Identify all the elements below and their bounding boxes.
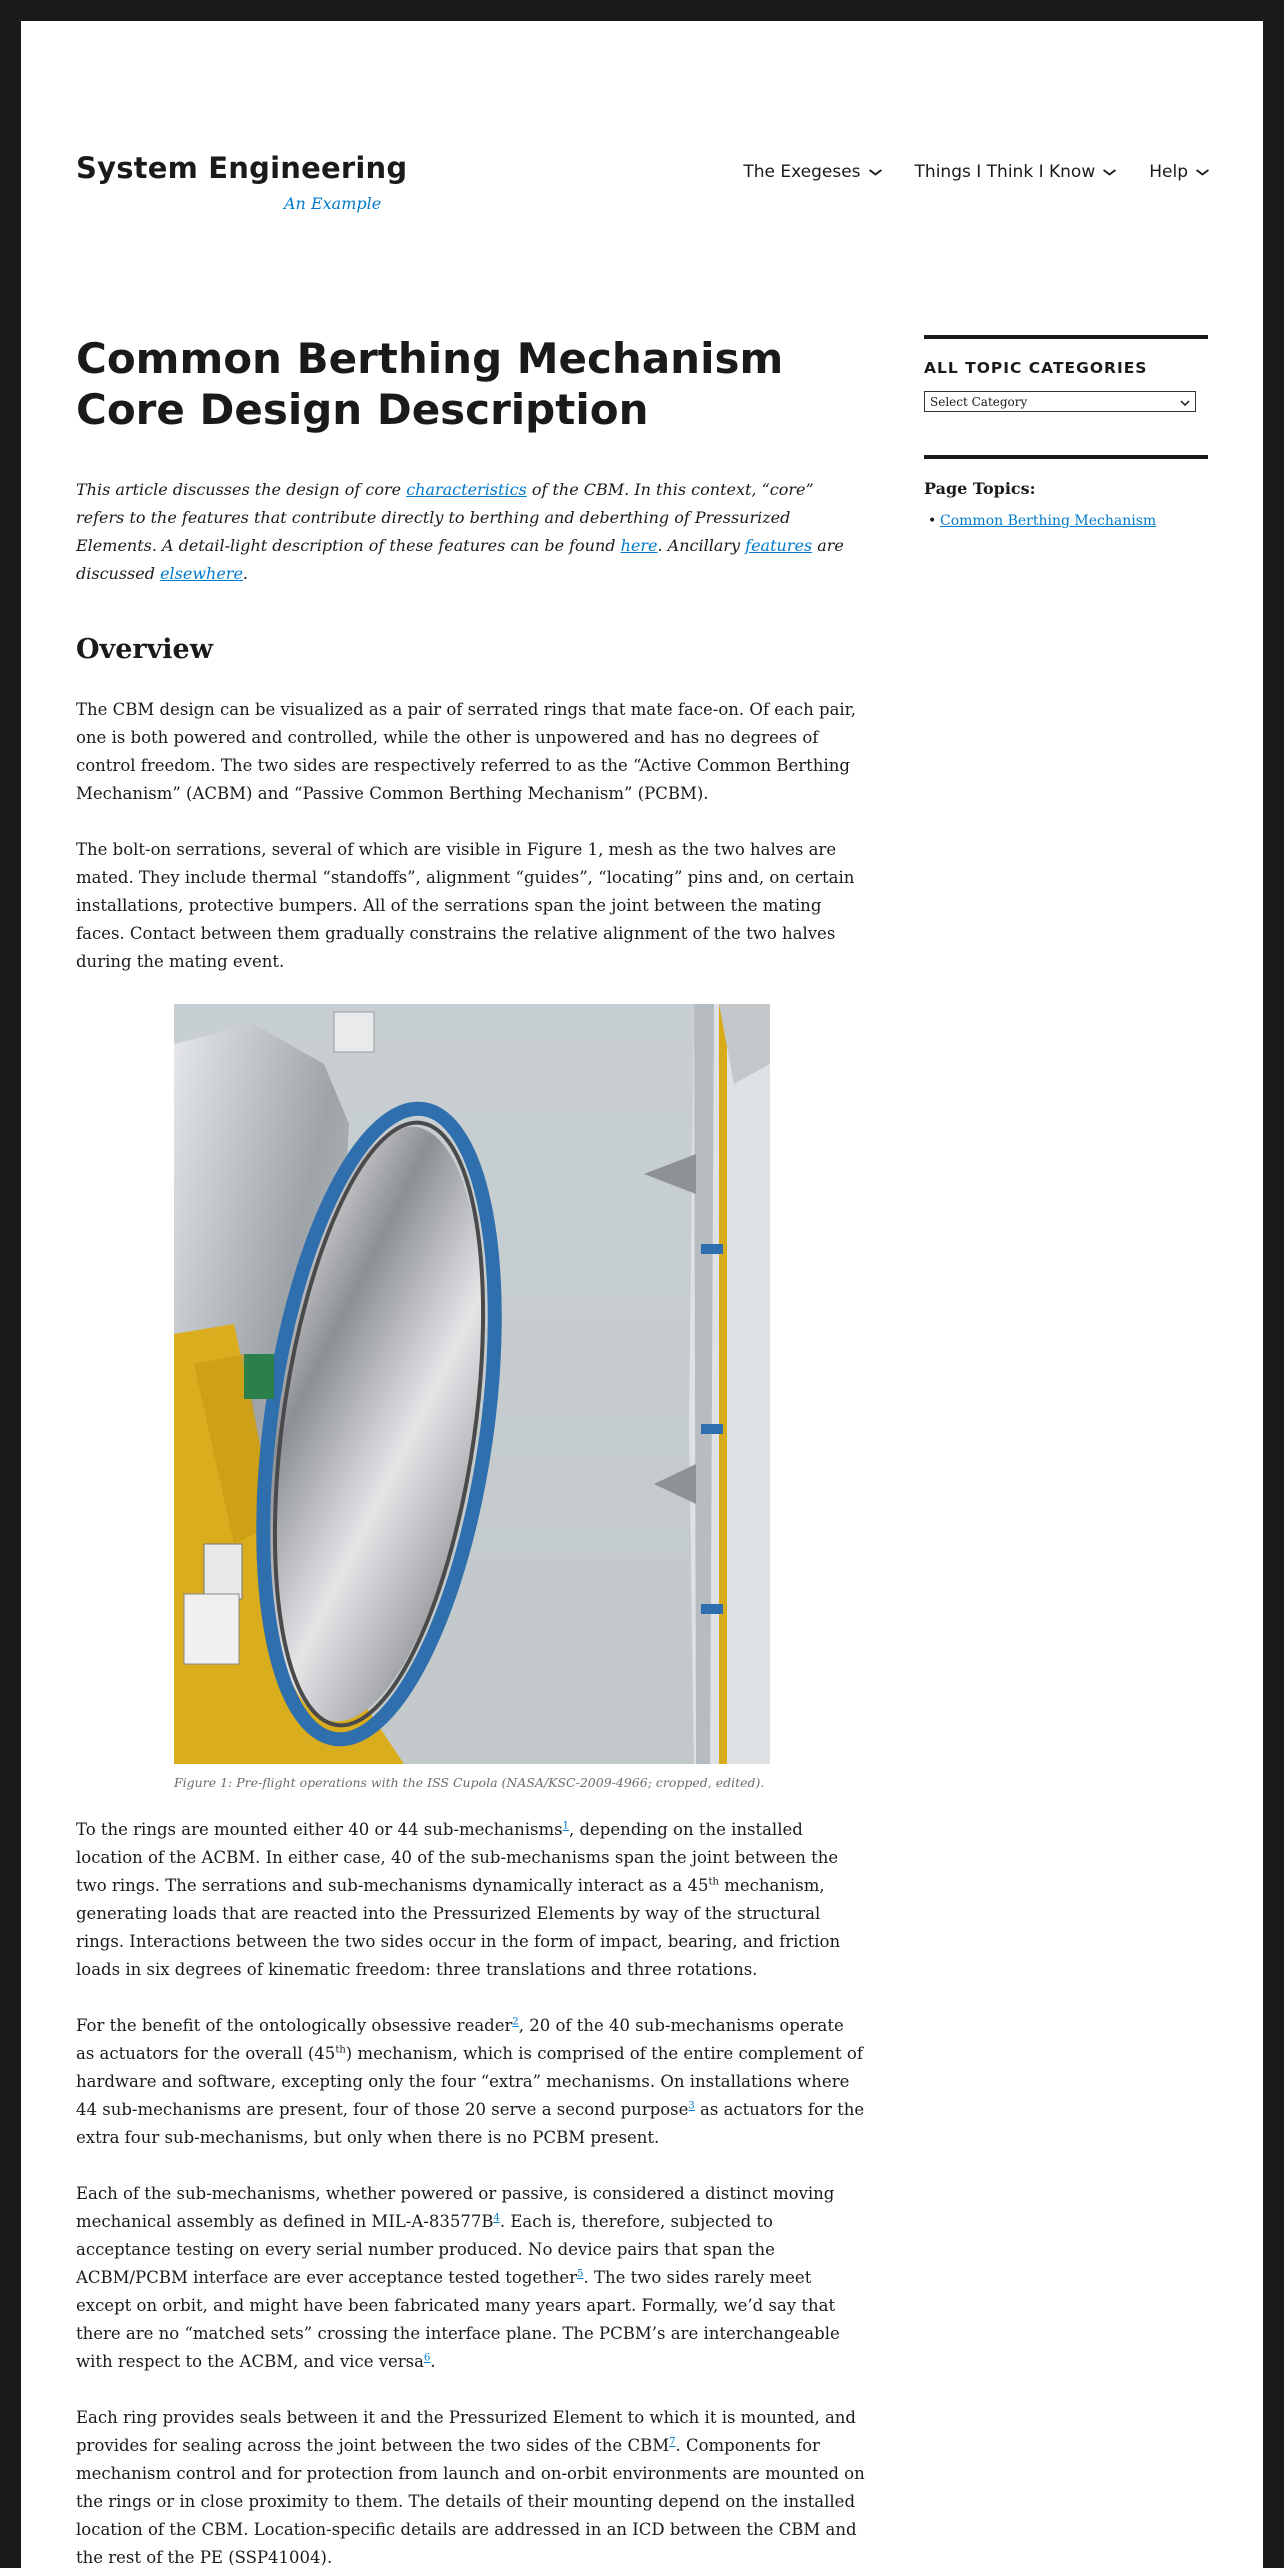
nav-label: The Exegeses [743,162,861,182]
para-text: as actuators for the extra four sub-mechanisms, but only when there is no PCBM present. [76,2100,865,2147]
nav-label: Help [1149,162,1188,182]
para-text: To the rings are mounted either 40 or 44 sub-mechanisms [76,1820,563,1839]
figure-1 [174,1004,770,1792]
chevron-down-icon [1180,395,1190,409]
para-text: mechanism, generating loads that are reacted into the Pressurized Elements by way of the structural rings. Interactions between the two sides occur in the form of impact, bearing, and friction loads in six degrees of kinematic freedom: three translations and three rotations. [76,1876,841,1979]
ordinal-suffix: th [335,2044,346,2056]
para-text: , depending on the installed location of the ACBM. In either case, 40 of the sub-mechanisms span the joint between the two rings. The serrations and sub-mechanisms dynamically interact as a 45 [76,1820,839,1895]
overview-heading: Overview [76,634,213,665]
para-text: , 20 of the 40 sub-mechanisms operate as actuators for the overall (45 [76,2016,844,2063]
cupola-illustration [174,1004,770,1764]
para-text: For the benefit of the ontologically obsessive reader [76,2016,513,2035]
paragraph-4 [76,2012,866,2152]
footnote-link[interactable]: 7 [669,2436,676,2448]
para-text: . [430,2352,436,2371]
chevron-down-icon [1195,166,1209,179]
elsewhere-link[interactable]: elsewhere [160,564,243,583]
topic-link-common-berthing-mechanism[interactable]: Common Berthing Mechanism [940,513,1157,529]
site-header [76,131,1208,241]
article-content [76,333,866,2568]
site-title[interactable]: System Engineering [76,151,408,185]
para-text: . Each is, therefore, subjected to acceptance testing on every serial number produced. No device pairs that span the ACBM/PCBM interface are ever acceptance tested together [76,2212,775,2287]
site-tagline: An Example [284,194,382,213]
para-text: Each of the sub-mechanisms, whether powered or passive, is considered a distinct moving mechanical assembly as defined in MIL-A-83577B [76,2184,835,2231]
intro-text: . Ancillary [657,536,746,555]
sidebar [924,335,1208,575]
page-topics-widget [924,455,1208,532]
intro-text: . [242,564,249,583]
page [21,21,1263,2568]
footnote-link[interactable]: 2 [512,2016,519,2028]
article-title: Common Berthing Mechanism Core Design Description [76,334,784,434]
paragraph-1: The CBM design can be visualized as a pair of serrated rings that mate face-on. Of each pair, one is both powered and controlled, while the other is unpowered and has no degrees of control freedom. The two sides are respectively referred to as the “Active Common Berthing Mechanism” (ACBM) and “Passive Common Berthing Mechanism” (PCBM). [76,700,857,803]
chevron-down-icon [1103,166,1117,179]
figure-caption: Figure 1: Pre-flight operations with the ISS Cupola (NASA/KSC-2009-4966; cropped, edited). [174,1775,765,1790]
list-item [924,510,1208,532]
paragraph-3 [76,1816,866,1984]
features-link[interactable]: features [745,536,813,555]
characteristics-link[interactable]: characteristics [406,480,527,499]
para-text: . The two sides rarely meet except on orbit, and might have been fabricated many years apart. Formally, we’d say that there are no “matched sets” crossing the interface plane. The PCBM’s are interchangeable with respect to the ACBM, and vice versa [76,2268,840,2371]
page-topics-list [924,510,1208,532]
intro-text: are discussed [76,536,844,583]
intro-text: This article discusses the design of core [76,480,407,499]
page-topics-title: Page Topics: [924,479,1036,498]
main-navigation [709,162,1208,182]
categories-widget [924,335,1208,412]
footnote-link[interactable]: 4 [493,2212,500,2224]
footnote-link[interactable]: 3 [688,2100,695,2112]
category-select-value: Select Category [930,394,1028,409]
footnote-link[interactable]: 1 [562,1820,569,1832]
para-text: ) mechanism, which is comprised of the entire complement of hardware and software, excepting only the four “extra” mechanisms. On installations where 44 sub-mechanisms are present, four of those 20 serve a second purpose [76,2044,863,2119]
nav-item-things-i-think-i-know[interactable] [915,162,1116,182]
footnote-link[interactable]: 5 [577,2268,584,2280]
cupola-photo [174,1004,770,1764]
here-link[interactable]: here [620,536,658,555]
category-select[interactable] [924,391,1196,412]
intro-text: of the CBM. In this context, “core” refers to the features that contribute directly to berthing and deberthing of Pressurized Elements. A detail-light description of these features can be found [76,480,814,555]
paragraph-5 [76,2180,866,2376]
ordinal-suffix: th [708,1876,719,1888]
footnote-link[interactable]: 6 [424,2352,431,2364]
article-intro [76,476,866,588]
categories-widget-title: ALL TOPIC CATEGORIES [924,359,1148,377]
chevron-down-icon [868,166,882,179]
para-text: Each ring provides seals between it and the Pressurized Element to which it is mounted, and provides for sealing across the joint between the two sides of the CBM [76,2408,856,2455]
nav-item-help[interactable] [1149,162,1208,182]
para-text: . Components for mechanism control and for protection from launch and on-orbit environments are mounted on the rings or in close proximity to them. The details of their mounting depend on the installed location of the CBM. Location-specific details are addressed in an ICD between the CBM and the rest of the PE (SSP41004). [76,2436,865,2567]
nav-label: Things I Think I Know [914,162,1096,182]
nav-item-the-exegeses[interactable] [743,162,880,182]
paragraph-2: The bolt-on serrations, several of which are visible in Figure 1, mesh as the two halves are mated. They include thermal “standoffs”, alignment “guides”, “locating” pins and, on certain installations, protective bumpers. All of the serrations span the joint between the mating faces. Contact between them gradually constrains the relative alignment of the two halves during the mating event. [76,840,855,971]
paragraph-6 [76,2404,866,2568]
